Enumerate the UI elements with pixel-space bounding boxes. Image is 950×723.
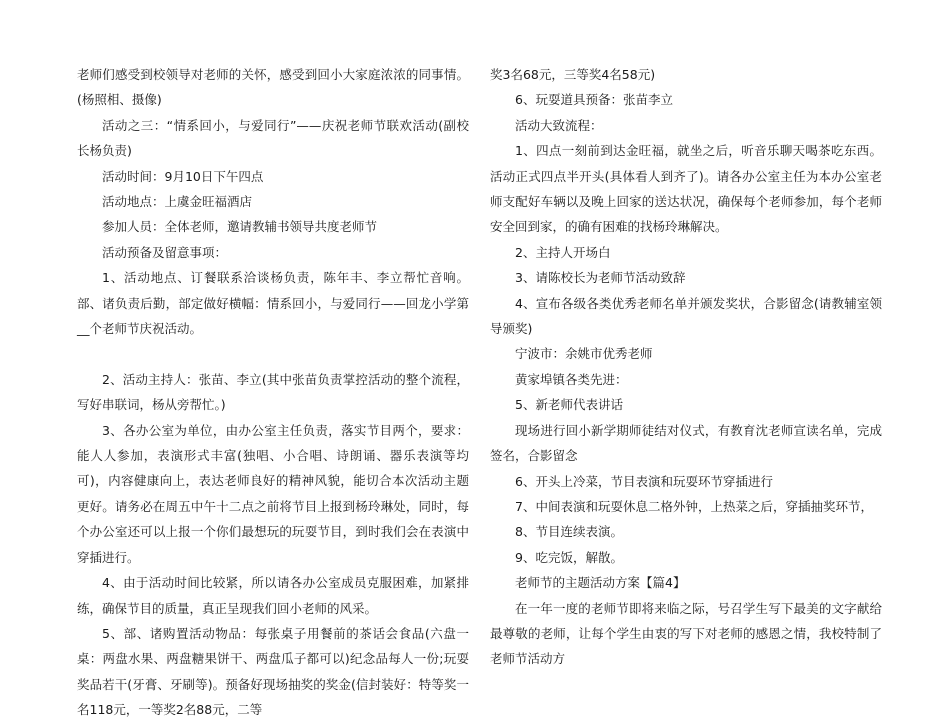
paragraph: 9、吃完饭，解散。 xyxy=(515,549,623,565)
paragraph: 4、由于活动时间比较紧，所以请各办公室成员克服困难，加紧排练，确保节目的质量，真正呈现我们回小老师的风采。 xyxy=(77,575,469,616)
paragraph: 5、新老师代表讲话 xyxy=(515,397,623,413)
paragraph: 1、活动地点、订餐联系洽谈杨负责，陈年丰、李立帮忙音响。部、诸负责后勤，部定做好横幅：情系回小，与爱同行——回龙小学第__个老师节庆祝活动。 xyxy=(77,270,469,337)
paragraph: 现场进行回小新学期师徒结对仪式，有教育沈老师宣读名单，完成签名，合影留念 xyxy=(490,422,882,464)
paragraph: 2、主持人开场白 xyxy=(515,244,611,260)
blank-line xyxy=(77,341,469,366)
paragraph: 活动地点：上虞金旺福酒店 xyxy=(102,194,253,210)
paragraph: 奖3名68元，三等奖4名58元) xyxy=(490,67,656,82)
paragraph: 黄家埠镇各类先进： xyxy=(515,371,628,387)
paragraph: 老师们感受到校领导对老师的关怀，感受到回小大家庭浓浓的同事情。(杨照相、摄像) xyxy=(77,67,469,108)
paragraph: 活动大致流程： xyxy=(515,117,603,133)
paragraph: 活动预备及留意事项： xyxy=(102,244,228,260)
paragraph: 8、节目连续表演。 xyxy=(515,524,623,540)
paragraph: 参加人员：全体老师，邀请教辅书领导共度老师节 xyxy=(102,219,378,235)
paragraph: 4、宣布各级各类优秀老师名单并颁发奖状，合影留念(请教辅室领导颁奖) xyxy=(490,295,882,337)
paragraph: 老师节的主题活动方案【篇4】 xyxy=(515,575,686,591)
paragraph: 2、活动主持人：张苗、李立(其中张苗负责掌控活动的整个流程，写好串联词，杨从旁帮忙。) xyxy=(77,371,469,413)
paragraph: 6、玩耍道具预备：张苗李立 xyxy=(515,92,673,108)
paragraph: 宁波市：余姚市优秀老师 xyxy=(515,346,653,362)
left-column xyxy=(77,62,469,723)
right-column xyxy=(490,62,882,672)
paragraph: 5、部、诸购置活动物品：每张桌子用餐前的茶话会食品(六盘一桌：两盘水果、两盘糖果饼干、两盘瓜子都可以)纪念品每人一份;玩耍奖品若干(牙膏、牙刷等)。预备好现场抽奖的奖金(信封装好：特等奖一名118元，一等奖2名88元，二等 xyxy=(77,625,469,718)
paragraph: 活动时间：9月10日下午四点 xyxy=(102,168,264,184)
paragraph: 活动之三：“情系回小，与爱同行”——庆祝老师节联欢活动(副校长杨负责) xyxy=(77,117,469,159)
paragraph: 3、请陈校长为老师节活动致辞 xyxy=(515,270,686,286)
paragraph: 3、各办公室为单位，由办公室主任负责，落实节目两个，要求：能人人参加，表演形式丰富(独唱、小合唱、诗朗诵、器乐表演等均可)，内容健康向上，表达老师良好的精神风貌，能切合本次活动主题更好。请务必在周五中午十二点之前将节目上报到杨玲琳处，同时，每个办公室还可以上报一个你们最想玩的玩耍节目，到时我们会在表演中穿插进行。 xyxy=(77,422,469,565)
paragraph: 在一年一度的老师节即将来临之际，号召学生写下最美的文字献给最尊敬的老师，让每个学生由衷的写下对老师的感恩之情，我校特制了老师节活动方 xyxy=(490,600,882,667)
paragraph: 1、四点一刻前到达金旺福，就坐之后，听音乐聊天喝茶吃东西。活动正式四点半开头(具体看人到齐了)。请各办公室主任为本办公室老师支配好车辆以及晚上回家的送达状况，确保每个老师参加，每个老师安全回到家，的确有困难的找杨玲琳解决。 xyxy=(490,143,882,235)
paragraph: 6、开头上冷菜，节目表演和玩耍环节穿插进行 xyxy=(515,473,773,489)
paragraph: 7、中间表演和玩耍休息二格外钟，上热菜之后，穿插抽奖环节， xyxy=(515,498,873,514)
